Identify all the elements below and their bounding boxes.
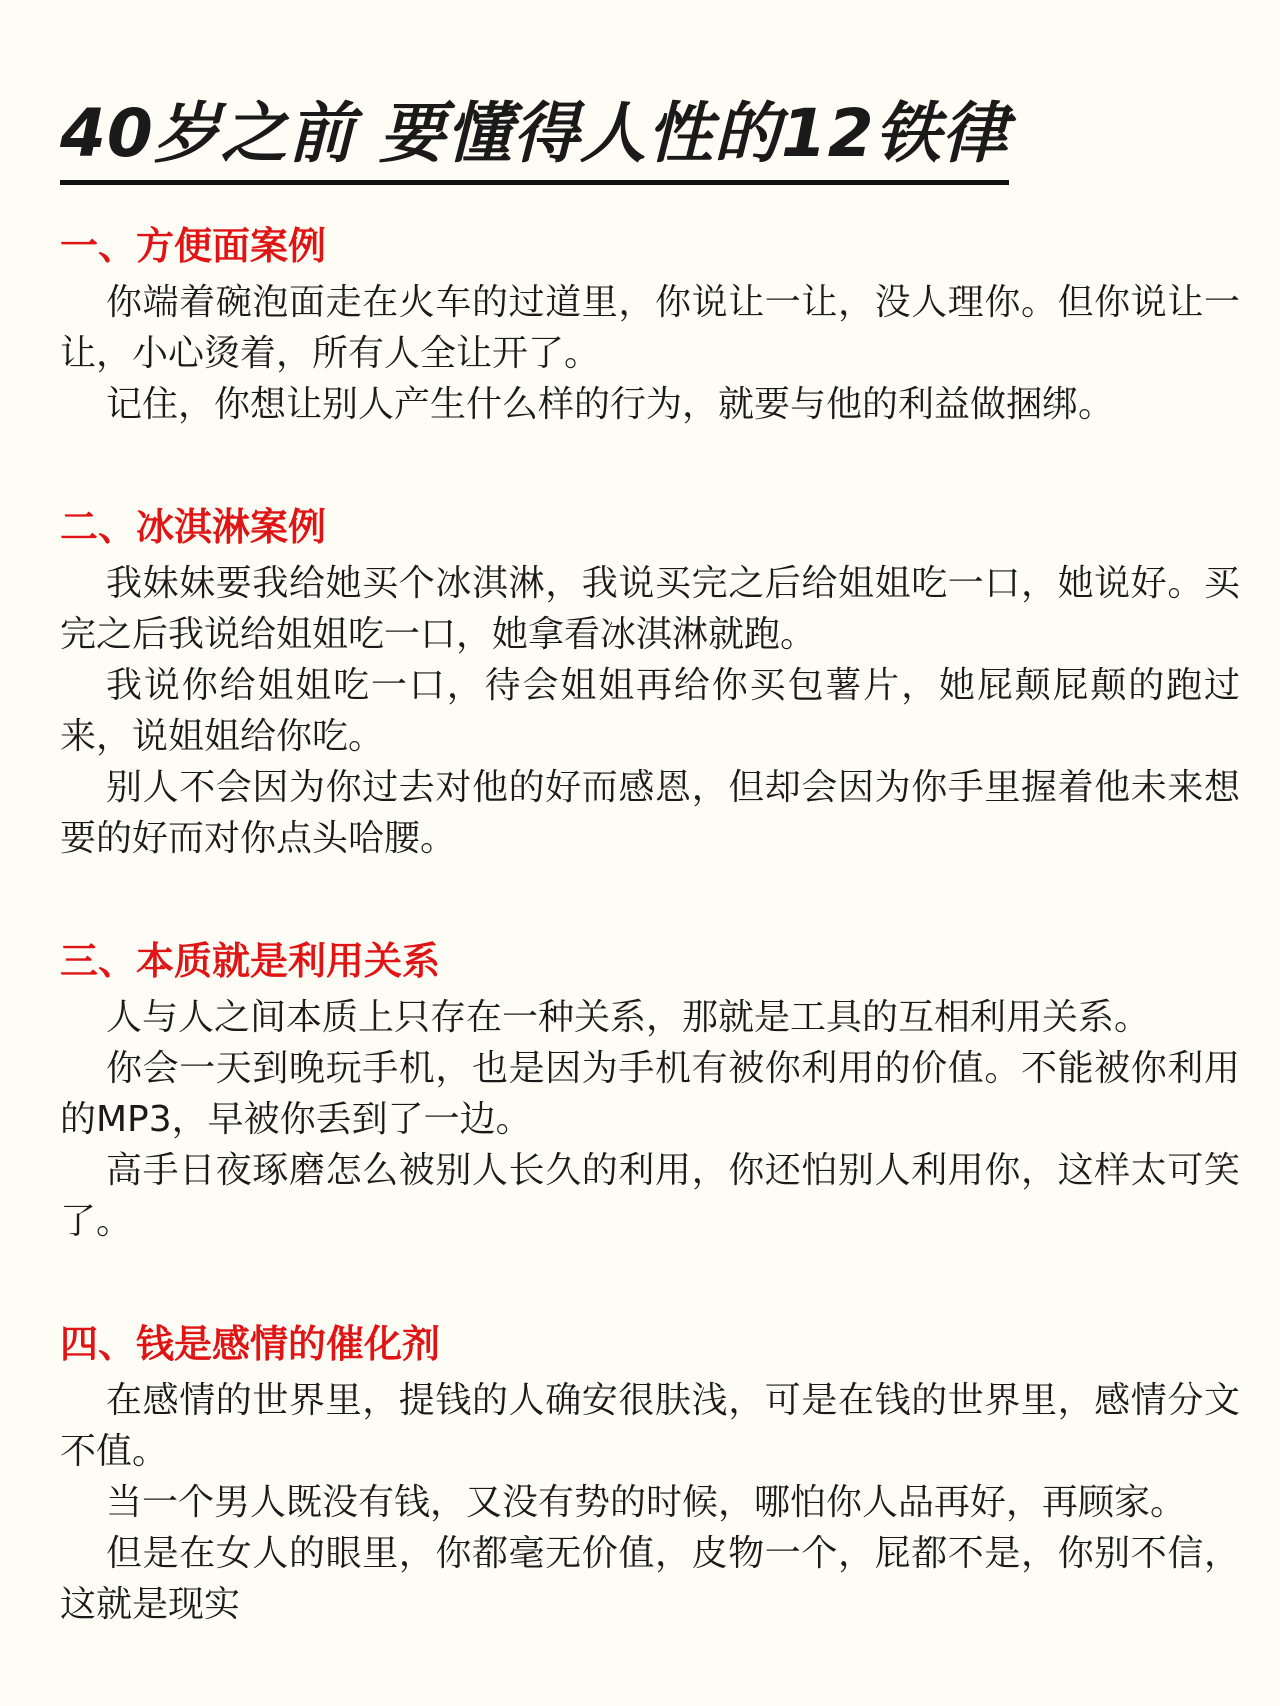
section-heading: 二、冰淇淋案例 [60, 505, 327, 549]
paragraph: 你端着碗泡面走在火车的过道里，你说让一让，没人理你。但你说让一让，小心烫着，所有人全让开了。 [60, 282, 1240, 374]
paragraph: 我妹妹要我给她买个冰淇淋，我说买完之后给姐姐吃一口，她说好。买完之后我说给姐姐吃一口，她拿看冰淇淋就跑。 [60, 563, 1240, 655]
section-money-catalyst [60, 1319, 1240, 1630]
paragraph: 记住，你想让别人产生什么样的行为，就要与他的利益做捆绑。 [106, 384, 1115, 425]
paragraph: 高手日夜琢磨怎么被别人长久的利用，你还怕别人利用你，这样太可笑了。 [60, 1150, 1240, 1242]
section-heading: 一、方便面案例 [60, 224, 327, 268]
paragraph: 但是在女人的眼里，你都毫无价值，皮物一个，屁都不是，你别不信，这就是现实 [60, 1533, 1240, 1625]
paragraph: 我说你给姐姐吃一口，待会姐姐再给你买包薯片，她屁颠屁颠的跑过来，说姐姐给你吃。 [60, 665, 1240, 757]
section-ice-cream [60, 502, 1240, 864]
paragraph: 在感情的世界里，提钱的人确安很肤浅，可是在钱的世界里，感情分文不值。 [60, 1380, 1240, 1472]
paragraph: 别人不会因为你过去对他的好而感恩，但却会因为你手里握着他未来想要的好而对你点头哈腰。 [60, 767, 1240, 859]
section-utility-relationship [60, 936, 1240, 1247]
paragraph: 你会一天到晚玩手机，也是因为手机有被你利用的价值。不能被你利用的MP3，早被你丢到了一边。 [60, 1048, 1240, 1140]
section-heading: 三、本质就是利用关系 [60, 939, 441, 983]
section-heading: 四、钱是感情的催化剂 [60, 1322, 441, 1366]
paragraph: 当一个男人既没有钱，又没有势的时候，哪怕你人品再好，再顾家。 [106, 1482, 1187, 1523]
section-instant-noodles [60, 221, 1240, 430]
page-title: 40岁之前 要懂得人性的12铁律 [60, 92, 1009, 185]
paragraph: 人与人之间本质上只存在一种关系，那就是工具的互相利用关系。 [106, 997, 1151, 1038]
